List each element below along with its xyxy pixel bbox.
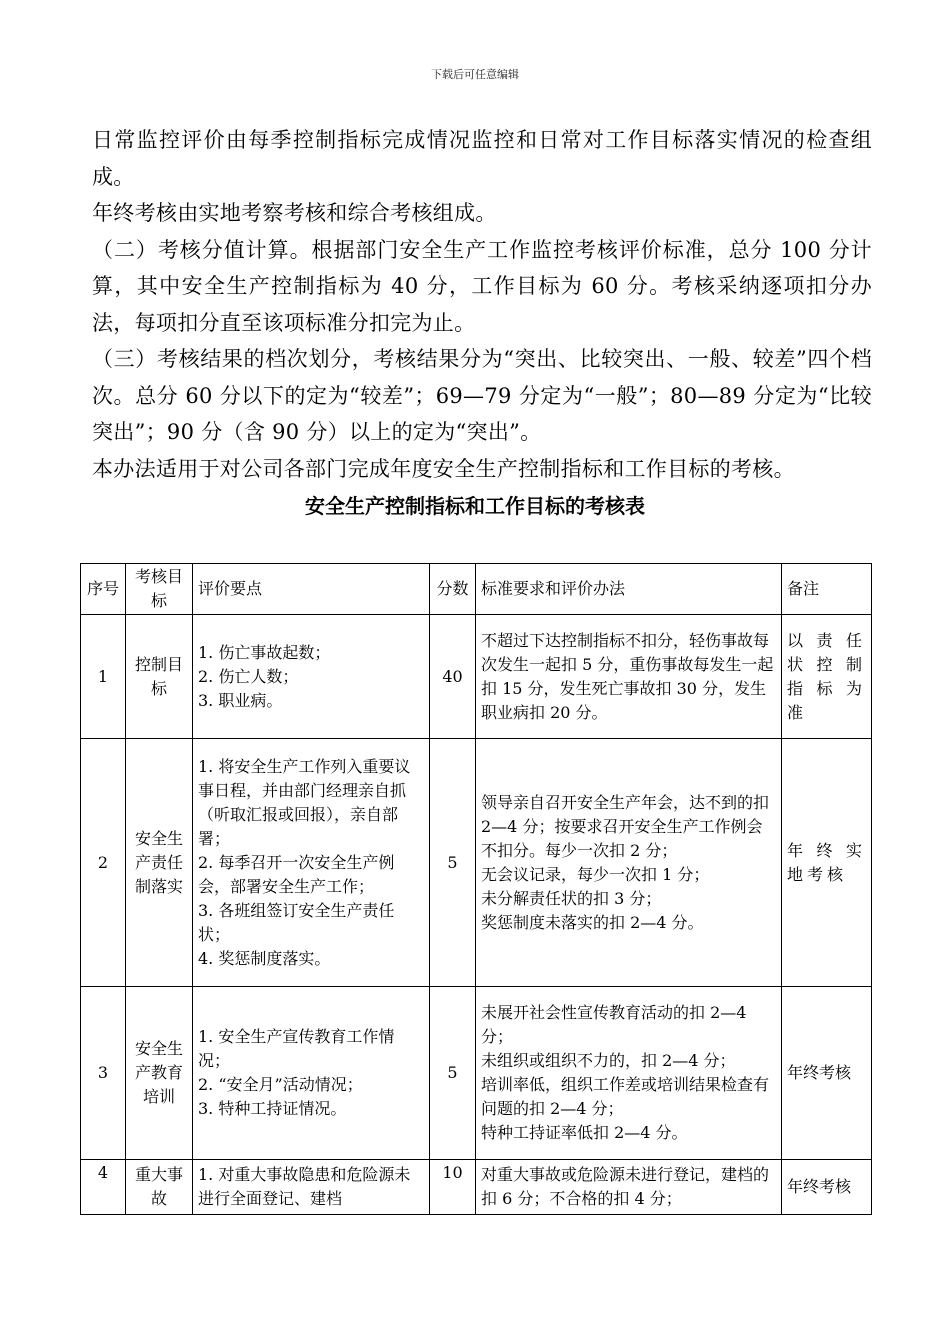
point-item: 1. 伤亡事故起数； <box>198 642 331 662</box>
row-goal: 安全生产教育培训 <box>126 987 193 1160</box>
standard-item: 领导亲自召开安全生产年会，达不到的扣 2—4 分；按要求召开安全生产工作例会不扣分。每少一次扣 2 分； <box>481 792 770 860</box>
standard-item: 奖惩制度未落实的扣 2—4 分。 <box>481 912 704 932</box>
point-item: 3. 各班组签订安全生产责任状； <box>198 900 395 944</box>
standard-item: 无会议记录，每少一次扣 1 分； <box>481 864 710 884</box>
point-item: 4. 奖惩制度落实。 <box>198 948 331 968</box>
header-standard: 标准要求和评价办法 <box>476 564 782 615</box>
header-score: 分数 <box>430 564 476 615</box>
point-item: 3. 特种工持证情况。 <box>198 1099 347 1118</box>
row-score: 10 <box>430 1160 476 1215</box>
standard-item: 未组织或组织不力的，扣 2—4 分； <box>481 1051 736 1070</box>
row-standard <box>476 615 782 739</box>
standard-item: 未展开社会性宣传教育活动的扣 2—4 分； <box>481 1003 747 1046</box>
row-note: 年终实地考核 <box>782 739 872 987</box>
standard-item: 未分解责任状的扣 3 分； <box>481 888 662 908</box>
table-header-row <box>81 564 872 615</box>
row-score: 40 <box>430 615 476 739</box>
table-row <box>81 615 872 739</box>
page-header: 下载后可任意编辑 <box>431 68 519 81</box>
row-no: 2 <box>81 739 126 987</box>
table-row <box>81 739 872 987</box>
paragraph: 本办法适用于对公司各部门完成年度安全生产控制指标和工作目标的考核。 <box>92 456 795 481</box>
paragraph: （三）考核结果的档次划分，考核结果分为“突出、比较突出、一般、较差”四个档次。总分 60 分以下的定为“较差”；69—79 分定为“一般”；80—89 分定为“比较突出”；90 分（含 90 分）以上的定为“突出”。 <box>92 347 872 444</box>
row-standard <box>476 987 782 1160</box>
standard-item: 培训率低，组织工作差或培训结果检查有问题的扣 2—4 分； <box>481 1075 770 1118</box>
assessment-table <box>80 563 872 1215</box>
header-note: 备注 <box>782 564 872 615</box>
body-paragraphs <box>92 122 872 487</box>
row-points <box>193 1160 430 1215</box>
row-no: 3 <box>81 987 126 1160</box>
standard-item: 特种工持证率低扣 2—4 分。 <box>481 1123 688 1142</box>
paragraph: （二）考核分值计算。根据部门安全生产工作监控考核评价标准，总分 100 分计算，其中安全生产控制指标为 40 分，工作目标为 60 分。考核采纳逐项扣分办法，每项扣分直至该项标准分扣完为止。 <box>92 237 872 335</box>
paragraph: 日常监控评价由每季控制指标完成情况监控和日常对工作目标落实情况的检查组成。 <box>92 128 872 189</box>
row-note: 以责任状控制指标为准 <box>782 615 872 739</box>
point-item: 1. 将安全生产工作列入重要议事日程，并由部门经理亲自抓（听取汇报或回报），亲自部署； <box>198 756 411 848</box>
row-standard <box>476 1160 782 1215</box>
header-points: 评价要点 <box>193 564 430 615</box>
row-points <box>193 739 430 987</box>
table-title: 安全生产控制指标和工作目标的考核表 <box>305 494 645 518</box>
row-standard <box>476 739 782 987</box>
standard-item: 对重大事故或危险源未进行登记，建档的扣 6 分；不合格的扣 4 分； <box>481 1165 770 1208</box>
row-no: 1 <box>81 615 126 739</box>
row-no: 4 <box>81 1160 126 1215</box>
paragraph: 年终考核由实地考察考核和综合考核组成。 <box>92 201 497 225</box>
point-item: 2. “安全月”活动情况； <box>198 1075 363 1094</box>
row-note: 年终考核 <box>782 1160 872 1215</box>
point-item: 2. 伤亡人数； <box>198 666 299 686</box>
standard-item: 不超过下达控制指标不扣分，轻伤事故每次发生一起扣 5 分，重伤事故每发生一起扣 15 分，发生死亡事故扣 30 分，发生职业病扣 20 分。 <box>481 630 774 722</box>
point-item: 1. 安全生产宣传教育工作情况； <box>198 1027 395 1070</box>
row-note: 年终考核 <box>782 987 872 1160</box>
row-points <box>193 615 430 739</box>
row-goal: 安全生产责任制落实 <box>126 739 193 987</box>
header-no: 序号 <box>81 564 126 615</box>
point-item: 1. 对重大事故隐患和危险源未进行全面登记、建档 <box>198 1165 411 1208</box>
row-goal: 重大事故 <box>126 1160 193 1215</box>
table-row <box>81 987 872 1160</box>
row-score: 5 <box>430 987 476 1160</box>
row-goal: 控制目标 <box>126 615 193 739</box>
row-points <box>193 987 430 1160</box>
row-score: 5 <box>430 739 476 987</box>
point-item: 3. 职业病。 <box>198 690 283 710</box>
point-item: 2. 每季召开一次安全生产例会，部署安全生产工作； <box>198 852 395 896</box>
header-goal: 考核目标 <box>126 564 193 615</box>
table-row <box>81 1160 872 1215</box>
